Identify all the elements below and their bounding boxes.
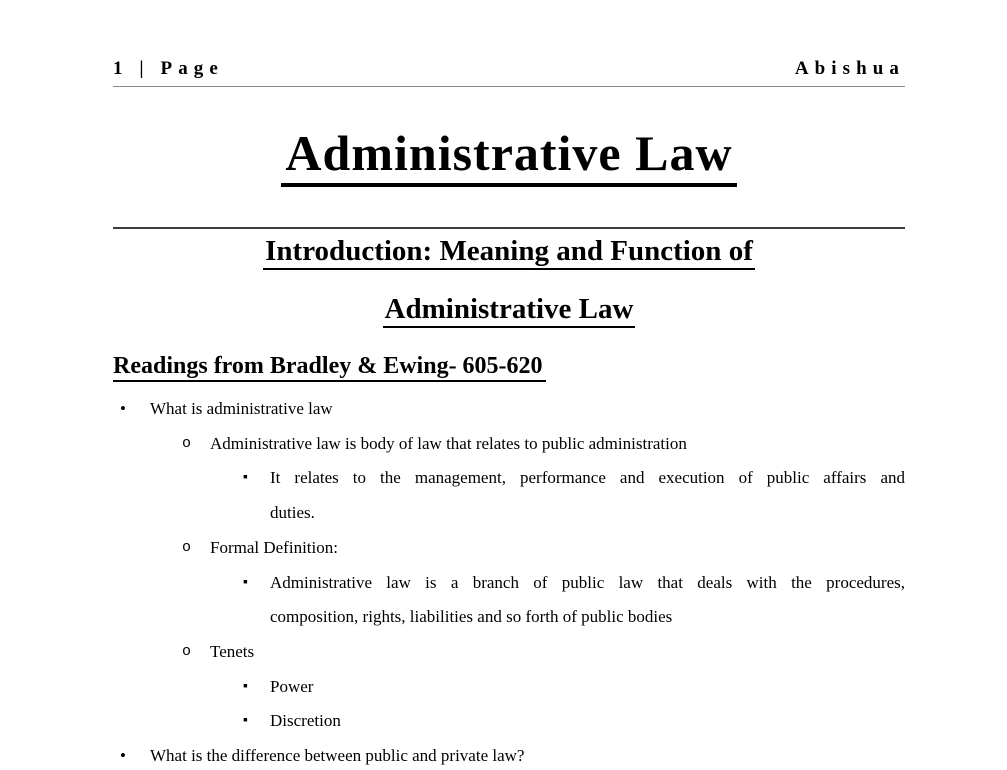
list-item xyxy=(113,739,905,770)
bullet-square-icon: ▪ xyxy=(243,574,248,590)
list-item-text: Power xyxy=(270,676,314,696)
section-subtitle-line1 xyxy=(113,236,905,267)
bullet-disc-icon: • xyxy=(120,399,126,418)
bullet-square-icon: ▪ xyxy=(243,713,248,729)
list-item xyxy=(113,670,905,705)
list-item xyxy=(113,566,905,635)
list-item-text: composition, rights, liabilities and so forth of public bodies xyxy=(270,607,673,627)
list-item xyxy=(113,461,905,530)
author-name: Abishua xyxy=(794,58,905,79)
list-item-text: Formal Definition: xyxy=(210,537,338,557)
section-subtitle-text1: Introduction: Meaning and Function of xyxy=(263,235,755,270)
section-subtitle-text2: Administrative Law xyxy=(383,293,636,328)
list-item-text: Administrative law is a branch of public law that deals with the procedures, xyxy=(270,572,905,592)
bullet-list xyxy=(113,392,905,770)
list-item-text: It relates to the management, performance and execution of public affairs and xyxy=(270,468,905,488)
bullet-square-icon: ▪ xyxy=(243,678,248,694)
bullet-circle-icon: o xyxy=(182,642,192,660)
list-item-text: What is administrative law xyxy=(150,399,333,418)
bullet-disc-icon: • xyxy=(120,746,126,766)
horizontal-rule xyxy=(113,227,905,229)
bullet-square-icon: ▪ xyxy=(243,470,248,486)
page-number: 1 | Page xyxy=(113,58,224,79)
section-subtitle-line2 xyxy=(113,294,905,330)
list-item-text: duties. xyxy=(270,503,315,523)
list-item xyxy=(113,531,905,566)
document-title xyxy=(113,127,905,186)
page-header xyxy=(113,0,905,87)
document-content xyxy=(113,0,905,770)
document-title-text: Administrative Law xyxy=(281,125,736,187)
readings-heading xyxy=(113,353,905,384)
bullet-circle-icon: o xyxy=(182,538,192,556)
list-item-text: Tenets xyxy=(210,641,255,661)
bullet-circle-icon: o xyxy=(182,434,192,452)
list-item xyxy=(113,635,905,670)
list-item-text: Administrative law is body of law that relates to public administration xyxy=(210,433,687,453)
list-item-text: Discretion xyxy=(270,711,341,731)
list-item xyxy=(113,704,905,739)
readings-heading-text: Readings from Bradley & Ewing- 605-620 xyxy=(113,353,546,382)
list-item xyxy=(113,392,905,427)
list-item xyxy=(113,427,905,462)
list-item-text: What is the difference between public and private law? xyxy=(150,746,525,766)
